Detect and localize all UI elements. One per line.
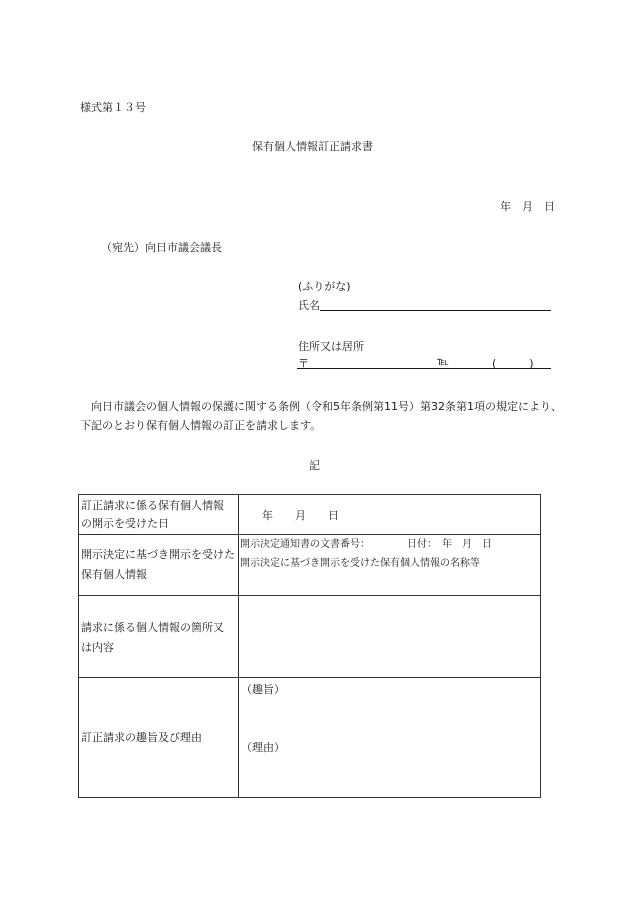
- row1-label-line2: の開示を受けた日: [81, 517, 169, 530]
- row-disclosed-info: [79, 535, 541, 596]
- addressee: （宛先）向日市議会議長: [101, 241, 222, 254]
- row4-label: [79, 678, 239, 798]
- row1-date-value: 年 月 日: [262, 509, 339, 522]
- notice-date-label: 日付： 年 月 日: [407, 539, 492, 550]
- body-text-line-2: 下記のとおり保有個人情報の訂正を請求します。: [80, 419, 322, 432]
- row1-label-line1: 訂正請求に係る保有個人情報: [81, 499, 224, 512]
- request-table: [78, 494, 541, 798]
- address-label: 住所又は居所: [298, 340, 364, 353]
- row2-label-line1: 開示決定に基づき開示を受けた: [81, 548, 235, 561]
- row3-label-line2: は内容: [81, 641, 114, 654]
- row4-label-text: 訂正請求の趣旨及び理由: [81, 730, 202, 744]
- body-text-line-1: 向日市議会の個人情報の保護に関する条例（令和5年条例第11号）第32条第1項の規定により、: [91, 400, 562, 413]
- row3-value-cell[interactable]: [239, 596, 541, 678]
- row1-label: [79, 495, 239, 535]
- row4-value-cell[interactable]: [239, 678, 541, 798]
- row-correction-target: [79, 596, 541, 678]
- row-disclosure-date: [79, 495, 541, 535]
- row-purpose-reason: [79, 678, 541, 798]
- reason-label: （理由）: [241, 741, 285, 754]
- purpose-label: （趣旨）: [241, 683, 285, 696]
- address-field[interactable]: [297, 355, 551, 369]
- row1-value-cell[interactable]: [239, 495, 541, 535]
- notice-number-label: 開示決定通知書の文書番号：: [240, 539, 370, 550]
- date-line: 年 月 日: [500, 200, 555, 213]
- name-field[interactable]: [320, 297, 551, 311]
- postal-mark: 〒: [298, 357, 309, 370]
- name-label: 氏名: [298, 299, 320, 312]
- row2-value-cell[interactable]: [239, 535, 541, 596]
- form-number: 様式第１３号: [80, 101, 146, 114]
- row2-label: [79, 535, 239, 596]
- row3-label-line1: 請求に係る個人情報の箇所又: [81, 621, 224, 634]
- furigana-label: (ふりがな): [298, 280, 351, 293]
- form-title: 保有個人情報訂正請求書: [252, 140, 373, 153]
- row3-label: [79, 596, 239, 678]
- row2-label-line2: 保有個人情報: [81, 568, 147, 581]
- tel-mark: ℡: [437, 355, 449, 368]
- tel-paren: ( ): [492, 357, 534, 370]
- ki-heading: 記: [309, 459, 320, 472]
- disclosed-info-name-label: 開示決定に基づき開示を受けた保有個人情報の名称等: [240, 558, 480, 569]
